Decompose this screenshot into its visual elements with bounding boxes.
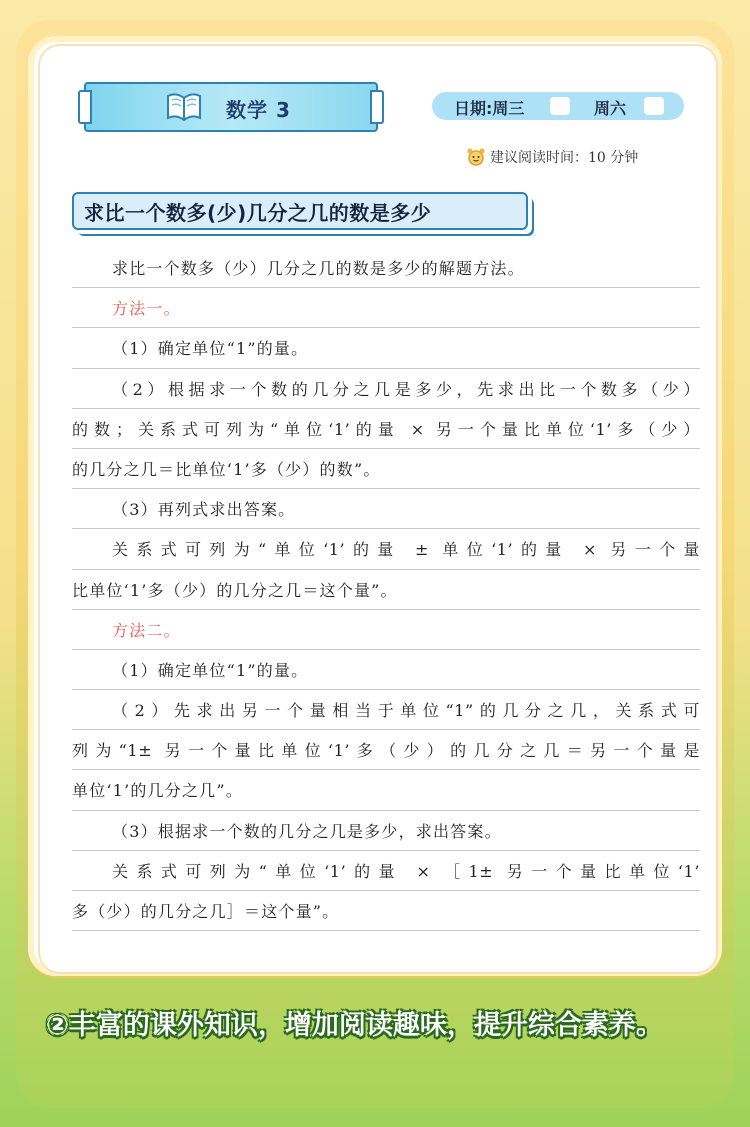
text-line: 单位‘1’的几分之几”。	[72, 770, 700, 810]
lined-text-block	[72, 248, 700, 931]
text-line: （1）确定单位“1”的量。	[72, 328, 700, 368]
reading-time-text: 建议阅读时间：10 分钟	[490, 150, 639, 166]
text-line: 的几分之几＝比单位‘1’多（少）的数”。	[72, 449, 700, 489]
text-line: （1）确定单位“1”的量。	[72, 650, 700, 690]
subject-banner	[84, 82, 378, 132]
text-line: 关系式可列为“单位‘1’的量 × ［1± 另一个量比单位‘1’	[72, 851, 700, 891]
wednesday-checkbox[interactable]	[550, 97, 570, 115]
date-pill	[432, 92, 684, 120]
section-title: 求比一个数多(少)几分之几的数是多少	[72, 192, 528, 230]
footer-caption: ②丰富的课外知识，增加阅读趣味，提升综合素养。	[46, 1010, 663, 1041]
saturday-checkbox[interactable]	[644, 97, 664, 115]
text-line: （2）根据求一个数的几分之几是多少，先求出比一个数多（少）	[72, 369, 700, 409]
text-line: 多（少）的几分之几］＝这个量”。	[72, 891, 700, 931]
text-line: 求比一个数多（少）几分之几的数是多少的解题方法。	[72, 248, 700, 288]
text-line: 列为“1± 另一个量比单位‘1’多（少）的几分之几＝另一个量是	[72, 730, 700, 770]
text-line: （3）再列式求出答案。	[72, 489, 700, 529]
text-line: 比单位‘1’多（少）的几分之几＝这个量”。	[72, 570, 700, 610]
method-two-heading: 方法二。	[72, 610, 700, 650]
alarm-clock-icon	[466, 147, 486, 167]
text-line: （2）先求出另一个量相当于单位“1”的几分之几，关系式可	[72, 690, 700, 730]
subject-title: 数学 3	[226, 98, 291, 122]
method-one-heading: 方法一。	[72, 288, 700, 328]
date-label: 日期:周三	[454, 99, 525, 118]
reading-time	[466, 146, 638, 168]
saturday-label: 周六	[594, 99, 627, 118]
text-line: 关系式可列为“单位‘1’的量 ± 单位‘1’的量 × 另一个量	[72, 529, 700, 569]
text-line: （3）根据求一个数的几分之几是多少，求出答案。	[72, 811, 700, 851]
text-line: 的数；关系式可列为“单位‘1’的量 × 另一个量比单位‘1’多（少）	[72, 409, 700, 449]
book-icon	[164, 90, 204, 122]
